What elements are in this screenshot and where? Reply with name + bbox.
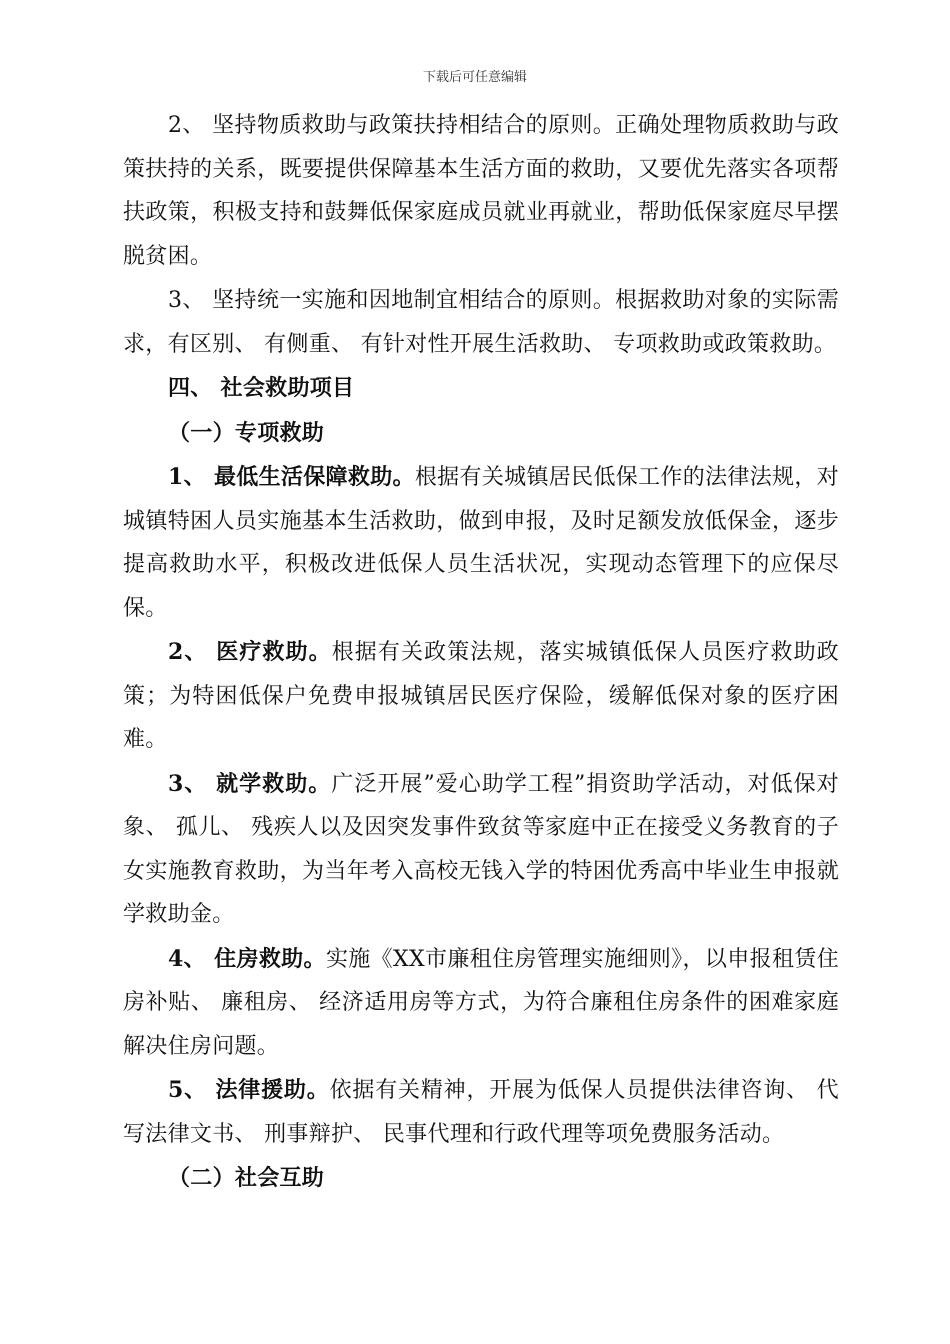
paragraph-item-2 <box>123 631 839 762</box>
heading-text: 四、 社会救助项目 <box>168 375 355 401</box>
subsection-heading-1 <box>123 412 839 456</box>
paragraph-text: 依据有关精神，开展为低保人员提供法律咨询、 代写法律文书、 刑事辩护、 民事代理和行政代理等项免费服务活动。 <box>123 1078 839 1147</box>
paragraph-text: 3、 坚持统一实施和因地制宜相结合的原则。根据救助对象的实际需求，有区别、 有侧重、 有针对性开展生活救助、 专项救助或政策救助。 <box>123 288 839 357</box>
item-lead: 2、 医疗救助。 <box>168 639 332 665</box>
paragraph-text: 根据有关政策法规，落实城镇低保人员医疗救助政策；为特困低保户免费申报城镇居民医疗保险，缓解低保对象的医疗困难。 <box>123 640 839 752</box>
paragraph-item-3 <box>123 763 839 937</box>
paragraph-principle-2 <box>123 104 839 278</box>
paragraph-item-4 <box>123 938 839 1069</box>
page-header: 下载后可任意编辑 <box>422 70 527 85</box>
paragraph-item-1 <box>123 456 839 630</box>
item-lead: 5、 法律援助。 <box>168 1077 330 1103</box>
paragraph-text: 广泛开展”爱心助学工程”捐资助学活动，对低保对象、 孤儿、 残疾人以及因突发事件致贫等家庭中正在接受义务教育的子女实施教育救助，为当年考入高校无钱入学的特困优秀高中毕业生申报就学救助金。 <box>123 771 839 927</box>
item-lead: 3、 就学救助。 <box>168 770 332 797</box>
paragraph-text: 2、 坚持物质救助与政策扶持相结合的原则。正确处理物质救助与政策扶持的关系，既要提供保障基本生活方面的救助，又要优先落实各项帮扶政策，积极支持和鼓舞低保家庭成员就业再就业，帮助低保家庭尽早摆脱贫困。 <box>123 113 839 269</box>
item-lead: 4、 住房救助。 <box>168 945 326 972</box>
heading-text: （二）社会互助 <box>168 1165 325 1191</box>
heading-text: （一）专项救助 <box>168 419 325 446</box>
item-lead: 1、 最低生活保障救助。 <box>168 464 415 490</box>
paragraph-item-5 <box>123 1069 839 1156</box>
paragraph-text: 根据有关城镇居民低保工作的法律法规，对城镇特困人员实施基本生活救助，做到申报，及时足额发放低保金，逐步提高救助水平，积极改进低保人员生活状况，实现动态管理下的应保尽保。 <box>123 465 839 621</box>
paragraph-text: 实施《XX市廉租住房管理实施细则》，以申报租赁住房补贴、 廉租房、 经济适用房等方式，为符合廉租住房条件的困难家庭解决住房问题。 <box>123 946 839 1059</box>
section-heading-4 <box>123 367 839 411</box>
document-body <box>123 104 839 1202</box>
paragraph-principle-3 <box>123 279 839 366</box>
subsection-heading-2 <box>123 1157 839 1201</box>
